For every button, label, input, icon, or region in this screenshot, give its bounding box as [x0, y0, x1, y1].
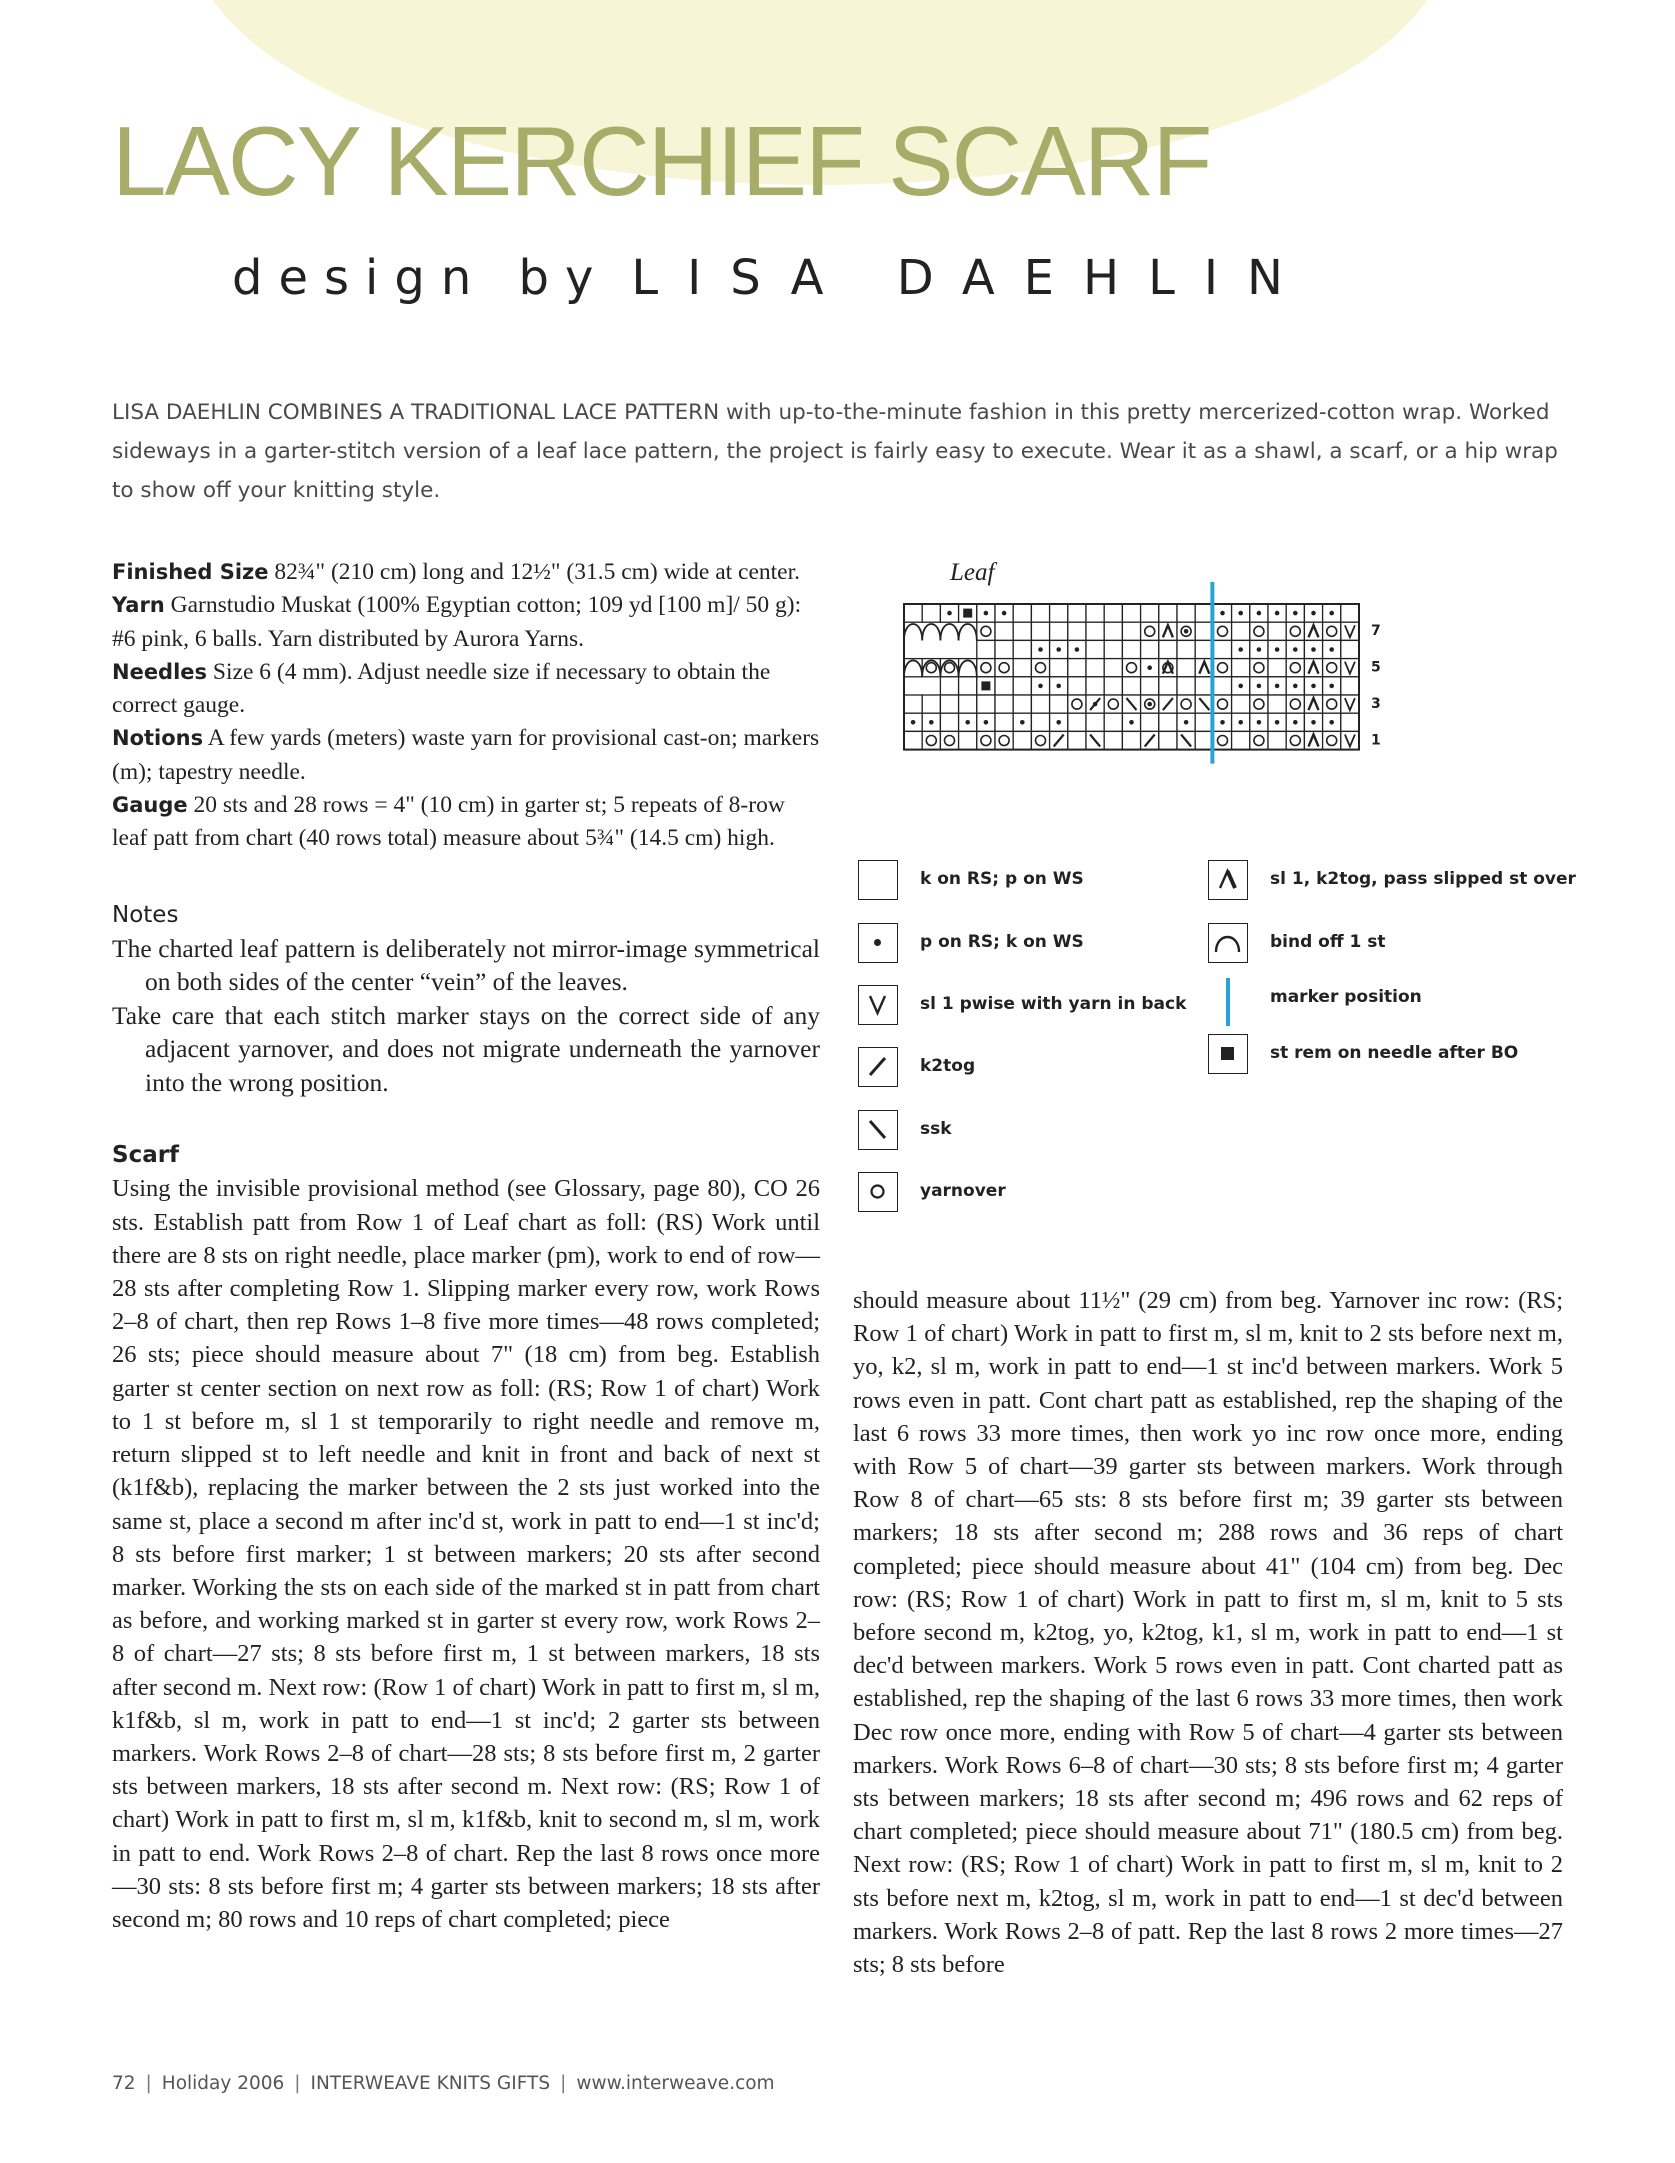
chart-cell: [940, 695, 958, 713]
chart-cell: [1250, 695, 1268, 713]
byline: [232, 250, 1312, 306]
chart-cell: [922, 731, 940, 749]
chart-cell: [1268, 659, 1286, 677]
chart-cell: [1286, 731, 1304, 749]
chart-cell: [1159, 640, 1177, 658]
purl-dot-mark: [1075, 647, 1080, 652]
chart-cell: [1122, 659, 1140, 677]
purl-dot-mark: [1184, 720, 1189, 725]
marker-position-icon: [1226, 978, 1230, 1026]
chart-cell: [1013, 604, 1031, 622]
purl-dot-mark: [1329, 647, 1334, 652]
chart-cell: [1086, 622, 1104, 640]
chart-cell: [1050, 622, 1068, 640]
chart-cell: [1031, 695, 1049, 713]
spec-gauge: [112, 789, 820, 856]
sk2p-icon: [1208, 860, 1248, 900]
chart-cell: [1159, 731, 1177, 749]
chart-cell: [1122, 731, 1140, 749]
purl-dot-mark: [947, 611, 952, 616]
purl-dot-mark: [1293, 720, 1298, 725]
purl-dot-mark: [1184, 629, 1189, 634]
chart-cell: [977, 731, 995, 749]
spec-text: Garnstudio Muskat (100% Egyptian cotton; 109 yd [100 m]/ 50 g): #6 pink, 6 balls. Yarn distributed by Aurora Yarns.: [112, 592, 802, 652]
chart-cell: [1177, 640, 1195, 658]
slip-stitch-icon: [858, 985, 898, 1025]
chart-cell: [1268, 695, 1286, 713]
legend-label: k on RS; p on WS: [920, 869, 1084, 889]
chart-cell: [1232, 659, 1250, 677]
spec-needles: [112, 656, 820, 723]
k2tog-icon: [858, 1047, 898, 1087]
chart-cell: [1213, 695, 1231, 713]
website-url: www.interweave.com: [576, 2073, 775, 2094]
chart-cell: [959, 659, 977, 677]
chart-cell: [1013, 677, 1031, 695]
chart-cell: [1232, 695, 1250, 713]
chart-cell: [1031, 731, 1049, 749]
chart-cell: [904, 695, 922, 713]
purl-dot-mark: [1275, 684, 1280, 689]
chart-cell: [1031, 622, 1049, 640]
purl-dot-mark: [1129, 720, 1134, 725]
spec-yarn: [112, 589, 820, 656]
spec-text: A few yards (meters) waste yarn for provisional cast-on; markers (m); tapestry needle.: [112, 725, 820, 785]
page-title: LACY KERCHIEF SCARF: [112, 106, 1211, 216]
chart-cell: [1068, 731, 1086, 749]
chart-cell: [1086, 713, 1104, 731]
remaining-stitch-mark: [963, 609, 972, 618]
chart-cell: [977, 640, 995, 658]
chart-cell: [1104, 640, 1122, 658]
chart-cell: [1323, 622, 1341, 640]
chart-cell: [1050, 604, 1068, 622]
remaining-stitch-mark: [981, 681, 990, 690]
chart-cell: [1286, 659, 1304, 677]
purl-dot-mark: [1056, 720, 1061, 725]
issue-name: Holiday 2006: [161, 2073, 285, 2094]
chart-cell: [959, 677, 977, 695]
chart-cell: [1086, 677, 1104, 695]
chart-cell: [977, 659, 995, 677]
chart-cell: [1341, 677, 1359, 695]
chart-cell: [1141, 713, 1159, 731]
chart-title: Leaf: [950, 559, 995, 586]
scarf-instructions-right: should measure about 11½" (29 cm) from beg. Yarnover inc row: (RS; Row 1 of chart) Work in patt to first m, sl m, knit to 2 sts before next m, yo, k2, sl m, work in patt to end—1 st inc'd between markers. Work 5 rows even in patt. Cont chart patt as established, rep the shaping of the last 6 rows 33 more times, then work yo inc row once more, ending with Row 5 of chart—39 garter sts between markers. Work through Row 8 of chart—65 sts: 8 sts before first m; 39 garter sts between markers; 18 sts after second m; 288 rows and 36 reps of chart completed; piece should measure about 41" (104 cm) from beg. Dec row: (RS; Row 1 of chart) Work in patt to first m, sl m, knit to 5 sts before second m, k2tog, yo, k2tog, k1, sl m, work in patt to end—1 st dec'd between markers. Work 5 rows even in patt. Cont charted patt as established, rep the shaping of the last 6 rows 33 more times, then work Dec row once more, ending with Row 5 of chart—4 garter sts between markers. Work Rows 6–8 of chart—30 sts; 8 sts before first m; 4 garter sts between markers; 18 sts after second m; 496 rows and 62 reps of chart completed; piece should measure about 71" (180.5 cm) from beg. Next row: (RS; Row 1 of chart) Work in patt to first m, sl m, knit to 2 sts before next m, k2tog, sl m, work in patt to end—1 st dec'd between markers. Work Rows 2–8 of patt. Rep the last 8 rows 2 more times—27 sts; 8 sts before: [853, 1287, 1563, 1979]
chart-cell: [1013, 640, 1031, 658]
purl-dot-mark: [1311, 684, 1316, 689]
scarf-instructions-left: Using the invisible provisional method (see Glossary, page 80), CO 26 sts. Establish patt from Row 1 of Leaf chart as foll: (RS) Work until there are 8 sts on right needle, place marker (pm), work to end of row—28 sts after completing Row 1. Slipping marker every row, work Rows 2–8 of chart, then rep Rows 1–8 five more times—48 rows completed; 26 sts; piece should measure about 7" (18 cm) from beg. Establish garter st center section on next row as foll: (RS; Row 1 of chart) Work to 1 st before m, sl 1 st temporarily to right needle and remove m, return slipped st to left needle and knit in front and back of next st (k1f&b), replacing the marker between the 2 sts just worked into the same st, place a second m after inc'd st, work in patt to end—1 st inc'd; 8 sts before first marker; 1 st between markers; 20 sts after second marker. Working the sts on each side of the marked st in patt from chart as before, and working marked st in garter st every row, work Rows 2–8 of chart—27 sts; 8 sts before first m, 1 st between markers, 18 sts after second m. Next row: (Row 1 of chart) Work in patt to first m, sl m, k1f&b, sl m, work in patt to end—1 st inc'd; 2 garter sts between markers. Work Rows 2–8 of chart—28 sts; 8 sts before first m, 2 garter sts between markers, 18 sts after second m. Next row: (RS; Row 1 of chart) Work in patt to first m, sl m, k1f&b, knit to second m, sl m, work in patt to end. Work Rows 2–8 of chart. Rep the last 8 rows once more—30 sts: 8 sts before first m; 4 garter sts between markers; 18 sts after second m; 80 rows and 10 reps of chart completed; piece: [112, 1175, 820, 1933]
yarnover-icon: [858, 1172, 898, 1212]
chart-cell: [1177, 604, 1195, 622]
chart-cell: [1068, 622, 1086, 640]
bind-off-icon: [1208, 923, 1248, 963]
purl-dot-mark: [1238, 684, 1243, 689]
legend-label: bind off 1 st: [1270, 932, 1386, 952]
chart-cell: [904, 604, 922, 622]
chart-cell: [1177, 677, 1195, 695]
purl-dot-mark: [1275, 647, 1280, 652]
chart-cell: [1232, 731, 1250, 749]
chart-cell: [1141, 604, 1159, 622]
purl-dot-mark: [1311, 611, 1316, 616]
purl-dot-mark: [965, 720, 970, 725]
chart-cell: [1141, 622, 1159, 640]
chart-cell: [1159, 677, 1177, 695]
chart-cell: [1086, 604, 1104, 622]
notes-paragraph: The charted leaf pattern is deliberately not mirror-image symmetrical on both sides of the center “vein” of the leaves.: [112, 933, 820, 997]
chart-cell: [1213, 659, 1231, 677]
purl-dot-mark: [1238, 611, 1243, 616]
purl-dot-mark: [1220, 611, 1225, 616]
row-number-label: 1: [1371, 732, 1381, 749]
stitch-remaining-icon: [1208, 1034, 1248, 1074]
spec-notions: [112, 722, 820, 789]
purl-dot-mark: [1147, 665, 1152, 670]
chart-cell: [1323, 659, 1341, 677]
chart-cell: [1086, 640, 1104, 658]
purl-dot-mark: [1329, 720, 1334, 725]
chart-grid: [904, 582, 1381, 764]
chart-cell: [1213, 677, 1231, 695]
spec-text: 82¾" (210 cm) long and 12½" (31.5 cm) wide at center.: [274, 559, 800, 585]
chart-cell: [1323, 695, 1341, 713]
intro-paragraph: LISA DAEHLIN COMBINES A TRADITIONAL LACE PATTERN with up-to-the-minute fashion in this pretty mercerized-cotton wrap. Worked sideways in a garter-stitch version of a leaf lace pattern, the project is fairly easy to execute. Wear it as a shawl, a scarf, or a hip wrap to show off your knitting style.: [112, 400, 1558, 503]
legend-label: k2tog: [920, 1056, 976, 1076]
chart-cell: [995, 731, 1013, 749]
page-footer: 72 | Holiday 2006 | INTERWEAVE KNITS GIFTS | www.interweave.com: [112, 2073, 775, 2094]
chart-cell: [1068, 604, 1086, 622]
purl-dot-mark: [1293, 684, 1298, 689]
chart-cell: [1213, 622, 1231, 640]
chart-cell: [1086, 659, 1104, 677]
chart-cell: [1104, 731, 1122, 749]
purl-dot-mark: [1293, 611, 1298, 616]
bind-off-arc: [922, 624, 940, 640]
chart-cell: [1031, 659, 1049, 677]
chart-cell: [1122, 622, 1140, 640]
chart-cell: [1104, 604, 1122, 622]
purl-dot-mark: [1257, 611, 1262, 616]
chart-cell: [1232, 622, 1250, 640]
spec-label: Notions: [112, 726, 204, 751]
chart-cell: [1104, 713, 1122, 731]
chart-cell: [1286, 695, 1304, 713]
chart-cell: [1250, 659, 1268, 677]
purl-dot-mark: [1275, 720, 1280, 725]
chart-cell: [995, 640, 1013, 658]
chart-cell: [1031, 604, 1049, 622]
legend-label: ssk: [920, 1119, 952, 1139]
byline-prefix: design by: [232, 250, 610, 306]
chart-cell: [977, 622, 995, 640]
chart-cell: [904, 659, 922, 677]
designer-name: LISA DAEHLIN: [631, 250, 1312, 306]
row-number-label: 5: [1371, 659, 1381, 676]
bind-off-arc: [959, 624, 977, 640]
chart-cell: [940, 659, 958, 677]
chart-cell: [922, 604, 940, 622]
purl-dot-mark: [1002, 611, 1007, 616]
leaf-chart: [852, 550, 1572, 800]
chart-cell: [1268, 622, 1286, 640]
purl-dot-mark: [984, 720, 989, 725]
spec-label: Gauge: [112, 793, 188, 818]
purl-dot-mark: [1238, 720, 1243, 725]
chart-cell: [1104, 695, 1122, 713]
bind-off-arc: [904, 624, 922, 640]
chart-cell: [1122, 677, 1140, 695]
row-number-label: 7: [1371, 623, 1381, 640]
chart-cell: [1050, 659, 1068, 677]
chart-cell: [1159, 713, 1177, 731]
chart-cell: [1177, 659, 1195, 677]
purl-dot-mark: [1147, 702, 1152, 707]
purl-dot-mark: [1056, 647, 1061, 652]
purl-dot-mark: [1311, 720, 1316, 725]
notes-paragraph: Take care that each stitch marker stays on the correct side of any adjacent yarnover, and does not migrate underneath the yarnover into the wrong position.: [112, 1000, 820, 1097]
dot-stitch-icon: [858, 923, 898, 963]
chart-cell: [1141, 677, 1159, 695]
chart-cell: [1268, 731, 1286, 749]
purl-dot-mark: [1238, 647, 1243, 652]
chart-cell: [1250, 622, 1268, 640]
chart-cell: [959, 731, 977, 749]
chart-cell: [1031, 713, 1049, 731]
chart-cell: [1341, 640, 1359, 658]
chart-cell: [995, 695, 1013, 713]
scarf-heading: Scarf: [112, 1142, 180, 1169]
purl-dot-mark: [929, 720, 934, 725]
chart-cell: [940, 677, 958, 695]
legend-label: sl 1, k2tog, pass slipped st over: [1270, 869, 1576, 889]
chart-cell: [904, 731, 922, 749]
purl-dot-mark: [1293, 647, 1298, 652]
purl-dot-mark: [1329, 684, 1334, 689]
bind-off-arc: [940, 624, 958, 640]
spec-label: Yarn: [112, 593, 165, 618]
chart-cell: [995, 659, 1013, 677]
spec-finished-size: [112, 556, 820, 589]
chart-cell: [1104, 677, 1122, 695]
chart-cell: [1341, 713, 1359, 731]
purl-dot-mark: [1257, 684, 1262, 689]
chart-cell: [977, 695, 995, 713]
left-column: [112, 556, 820, 1936]
chart-cell: [1013, 731, 1031, 749]
purl-dot-mark: [1329, 611, 1334, 616]
chart-cell: [1323, 731, 1341, 749]
notes-heading: Notes: [112, 901, 179, 928]
chart-cell: [1068, 677, 1086, 695]
purl-dot-mark: [1038, 684, 1043, 689]
chart-cell: [995, 622, 1013, 640]
chart-cell: [1213, 640, 1231, 658]
legend-label: marker position: [1270, 987, 1422, 1007]
chart-cell: [1141, 640, 1159, 658]
chart-cell: [1068, 695, 1086, 713]
chart-cell: [940, 713, 958, 731]
chart-cell: [1068, 713, 1086, 731]
chart-cell: [1213, 731, 1231, 749]
row-number-label: 3: [1371, 696, 1381, 712]
spec-text: 20 sts and 28 rows = 4" (10 cm) in garter st; 5 repeats of 8-row leaf patt from chart (40 rows total) measure about 5¾" (14.5 cm) high.: [112, 792, 785, 852]
chart-cell: [1122, 604, 1140, 622]
chart-cell: [1341, 604, 1359, 622]
chart-cell: [1177, 695, 1195, 713]
chart-cell: [1013, 695, 1031, 713]
ssk-icon: [858, 1110, 898, 1150]
purl-dot-mark: [1056, 684, 1061, 689]
purl-dot-mark: [1220, 720, 1225, 725]
chart-cell: [1104, 659, 1122, 677]
magazine-name: INTERWEAVE KNITS GIFTS: [310, 2073, 551, 2094]
chart-cell: [995, 713, 1013, 731]
chart-cell: [1122, 640, 1140, 658]
purl-dot-mark: [1257, 720, 1262, 725]
purl-dot-mark: [1020, 720, 1025, 725]
purl-dot-mark: [1275, 611, 1280, 616]
purl-dot-mark: [1038, 647, 1043, 652]
spec-label: Needles: [112, 659, 208, 684]
chart-cell: [1013, 622, 1031, 640]
blank-stitch-icon: [858, 860, 898, 900]
chart-cell: [1159, 604, 1177, 622]
chart-cell: [1013, 659, 1031, 677]
spec-text: Size 6 (4 mm). Adjust needle size if necessary to obtain the correct gauge.: [112, 658, 771, 719]
chart-cell: [1286, 622, 1304, 640]
chart-cell: [1050, 695, 1068, 713]
spec-label: Finished Size: [112, 560, 269, 584]
legend-label: yarnover: [920, 1181, 1006, 1201]
chart-cell: [940, 731, 958, 749]
legend-label: sl 1 pwise with yarn in back: [920, 994, 1187, 1014]
legend-label: st rem on needle after BO: [1270, 1043, 1519, 1063]
purl-dot-mark: [1257, 647, 1262, 652]
chart-cell: [959, 695, 977, 713]
chart-cell: [1250, 731, 1268, 749]
legend-label: p on RS; k on WS: [920, 932, 1084, 952]
purl-dot-mark: [911, 720, 916, 725]
chart-cell: [995, 677, 1013, 695]
purl-dot-mark: [1311, 647, 1316, 652]
chart-cell: [922, 659, 940, 677]
chart-cell: [922, 695, 940, 713]
chart-cell: [1104, 622, 1122, 640]
purl-dot-mark: [984, 611, 989, 616]
page-number: 72: [112, 2073, 136, 2094]
chart-cell: [1068, 659, 1086, 677]
